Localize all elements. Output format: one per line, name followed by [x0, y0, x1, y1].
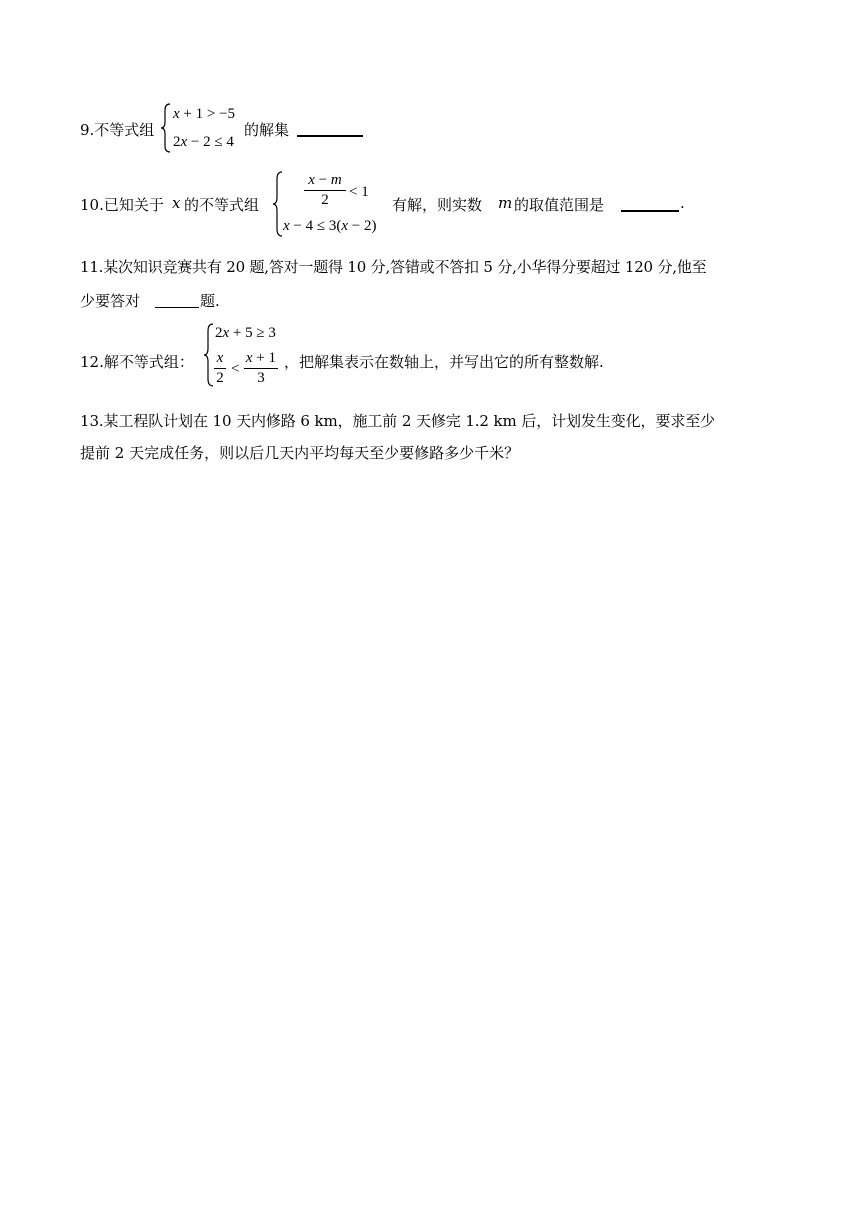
q9-answer-blank[interactable]	[297, 118, 363, 137]
q10-fraction: x − m 2	[304, 172, 346, 209]
q10-end: .	[680, 194, 685, 212]
q10-inequality-2: x − 4 ≤ 3(x − 2)	[283, 218, 377, 234]
q10-suffix: 的取值范围是	[514, 196, 605, 214]
q10-prefix-a: 10.已知关于	[80, 196, 164, 214]
q9-inequality-1: x + 1 > −5	[173, 106, 236, 122]
q11-line-2b: 题.	[200, 292, 220, 310]
q12-less-than: <	[231, 361, 240, 377]
q10-frac-rhs: < 1	[349, 184, 369, 200]
q10-mid: 有解，则实数	[392, 196, 483, 214]
q10-var-m: m	[498, 194, 513, 212]
q13-line-1: 13.某工程队计划在 10 天内修路 6 km，施工前 2 天修完 1.2 km 后，计划发生变化，要求至少	[80, 412, 716, 430]
q9-suffix: 的解集	[244, 121, 290, 139]
q12-fraction-1: x 2	[214, 350, 226, 387]
q9-inequality-2: 2x − 2 ≤ 4	[173, 134, 234, 150]
q13-line-2: 提前 2 天完成任务，则以后几天内平均每天至少要修路多少千米？	[80, 444, 520, 462]
q9-prefix: 9.不等式组	[80, 121, 155, 139]
q12-inequality-1: 2x + 5 ≥ 3	[215, 325, 276, 341]
q12-prefix: 12.解不等式组：	[80, 353, 194, 371]
q12-suffix: ，把解集表示在数轴上，并写出它的所有整数解.	[284, 353, 604, 371]
q11-line-2a: 少要答对	[80, 292, 141, 310]
q11-line-1: 11.某次知识竞赛共有 20 题,答对一题得 10 分,答错或不答扣 5 分,小华得分要超过 120 分,他至	[80, 258, 707, 276]
q10-prefix-b: 的不等式组	[184, 196, 260, 214]
q10-var-x: x	[172, 194, 181, 212]
q12-fraction-2: x + 1 3	[245, 350, 277, 386]
q9-brace-icon	[160, 102, 172, 154]
q10-answer-blank[interactable]	[621, 193, 679, 212]
q11-answer-blank[interactable]	[155, 290, 199, 308]
